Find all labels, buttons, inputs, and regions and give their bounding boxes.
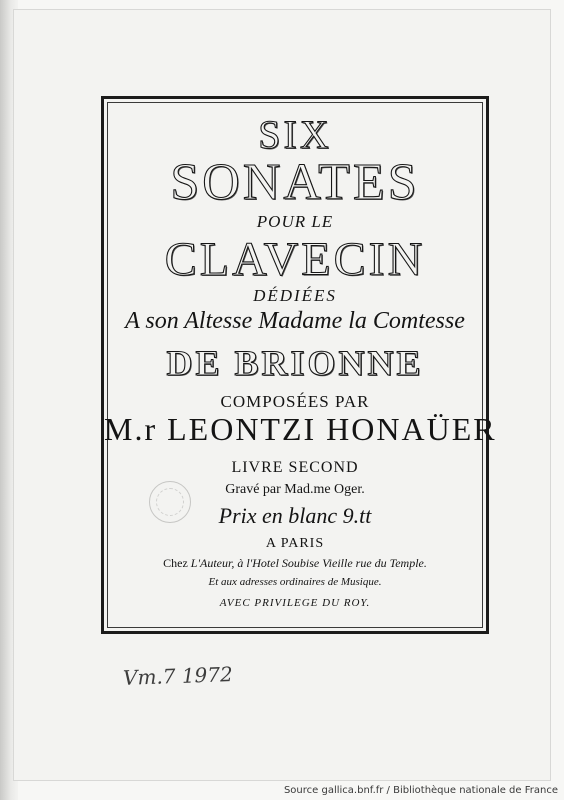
library-stamp bbox=[149, 481, 191, 523]
imprint-other-addresses: Et aux adresses ordinaires de Musique. bbox=[208, 576, 382, 588]
imprint-chez: Chez bbox=[163, 556, 188, 570]
imprint-address-text: L'Auteur, à l'Hotel Soubise Vieille rue du Temple. bbox=[190, 556, 427, 570]
title-dediees: DÉDIÉES bbox=[253, 286, 337, 305]
source-credit: Source gallica.bnf.fr / Bibliothèque nationale de France bbox=[283, 785, 558, 796]
engraver-credit: Gravé par Mad.me Oger. bbox=[225, 482, 365, 497]
composer-name: M.r LEONTZI HONAÜER bbox=[104, 411, 497, 447]
title-frame bbox=[101, 96, 497, 634]
composees-par: COMPOSÉES PAR bbox=[220, 392, 370, 411]
library-stamp-inner bbox=[156, 488, 184, 516]
title-clavecin: CLAVECIN bbox=[164, 233, 426, 286]
title-six: SIX bbox=[258, 112, 332, 157]
privilege-line: AVEC PRIVILEGE DU ROY. bbox=[219, 597, 371, 609]
imprint-address bbox=[104, 556, 486, 571]
imprint-city: A PARIS bbox=[265, 536, 325, 551]
title-pour-le: POUR LE bbox=[256, 212, 334, 231]
shelfmark-annotation: Vm.7 1972 bbox=[122, 662, 234, 690]
title-sonates: SONATES bbox=[170, 154, 420, 211]
book-number: LIVRE SECOND bbox=[231, 459, 359, 476]
dedication-line: A son Altesse Madame la Comtesse bbox=[125, 308, 465, 334]
price-line: Prix en blanc 9.tt bbox=[218, 503, 372, 528]
dedicatee-name: DE BRIONNE bbox=[166, 343, 424, 383]
